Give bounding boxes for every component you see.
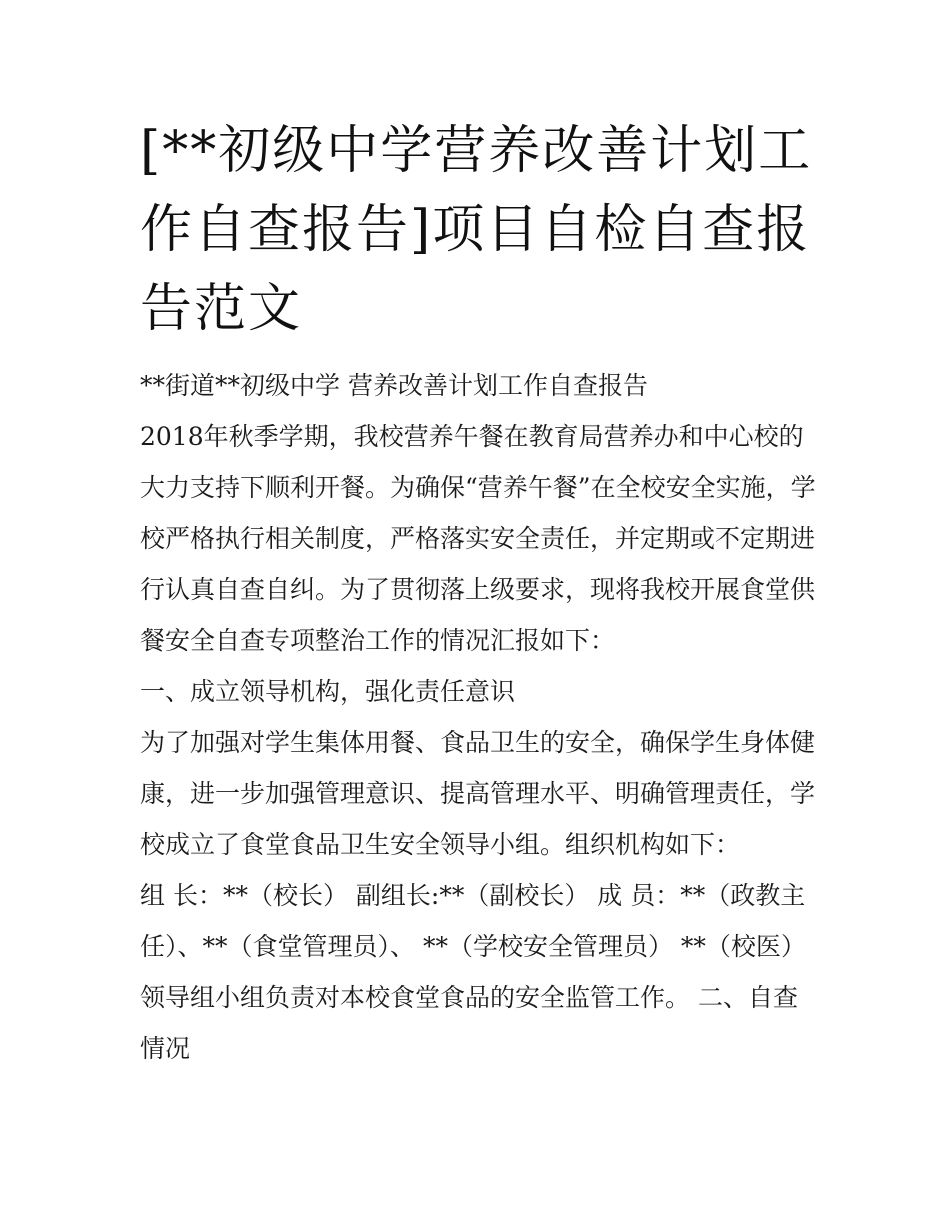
report-subtitle: **街道**初级中学 营养改善计划工作自查报告 — [140, 371, 648, 400]
document-title: [**初级中学营养改善计划工作自查报告]项目自检自查报告范文 — [140, 121, 813, 339]
section-heading-1: 一、成立领导机构，强化责任意识 — [140, 677, 516, 706]
section-1-paragraph: 为了加强对学生集体用餐、食品卫生的安全，确保学生身体健康，进一步加强管理意识、提高管理水平、明确管理责任，学校成立了食堂食品卫生安全领导小组。组织机构如下： — [140, 728, 816, 859]
document-body — [140, 360, 820, 1074]
intro-paragraph: 2018年秋季学期，我校营养午餐在教育局营养办和中心校的大力支持下顺利开餐。为确保“营养午餐”在全校安全实施，学校严格执行相关制度，严格落实安全责任，并定期或不定期进行认真自查自纠。为了贯彻落上级要求，现将我校开展食堂供餐安全自查专项整治工作的情况汇报如下： — [140, 422, 816, 655]
organization-members: 组 长：**（校长） 副组长:**（副校长） 成 员：**（政教主任）、**（食堂管理员）、 **（学校安全管理员） **（校医） — [140, 881, 806, 961]
leadership-responsibility: 领导组小组负责对本校食堂食品的安全监管工作。 二、自查情况 — [140, 983, 798, 1063]
